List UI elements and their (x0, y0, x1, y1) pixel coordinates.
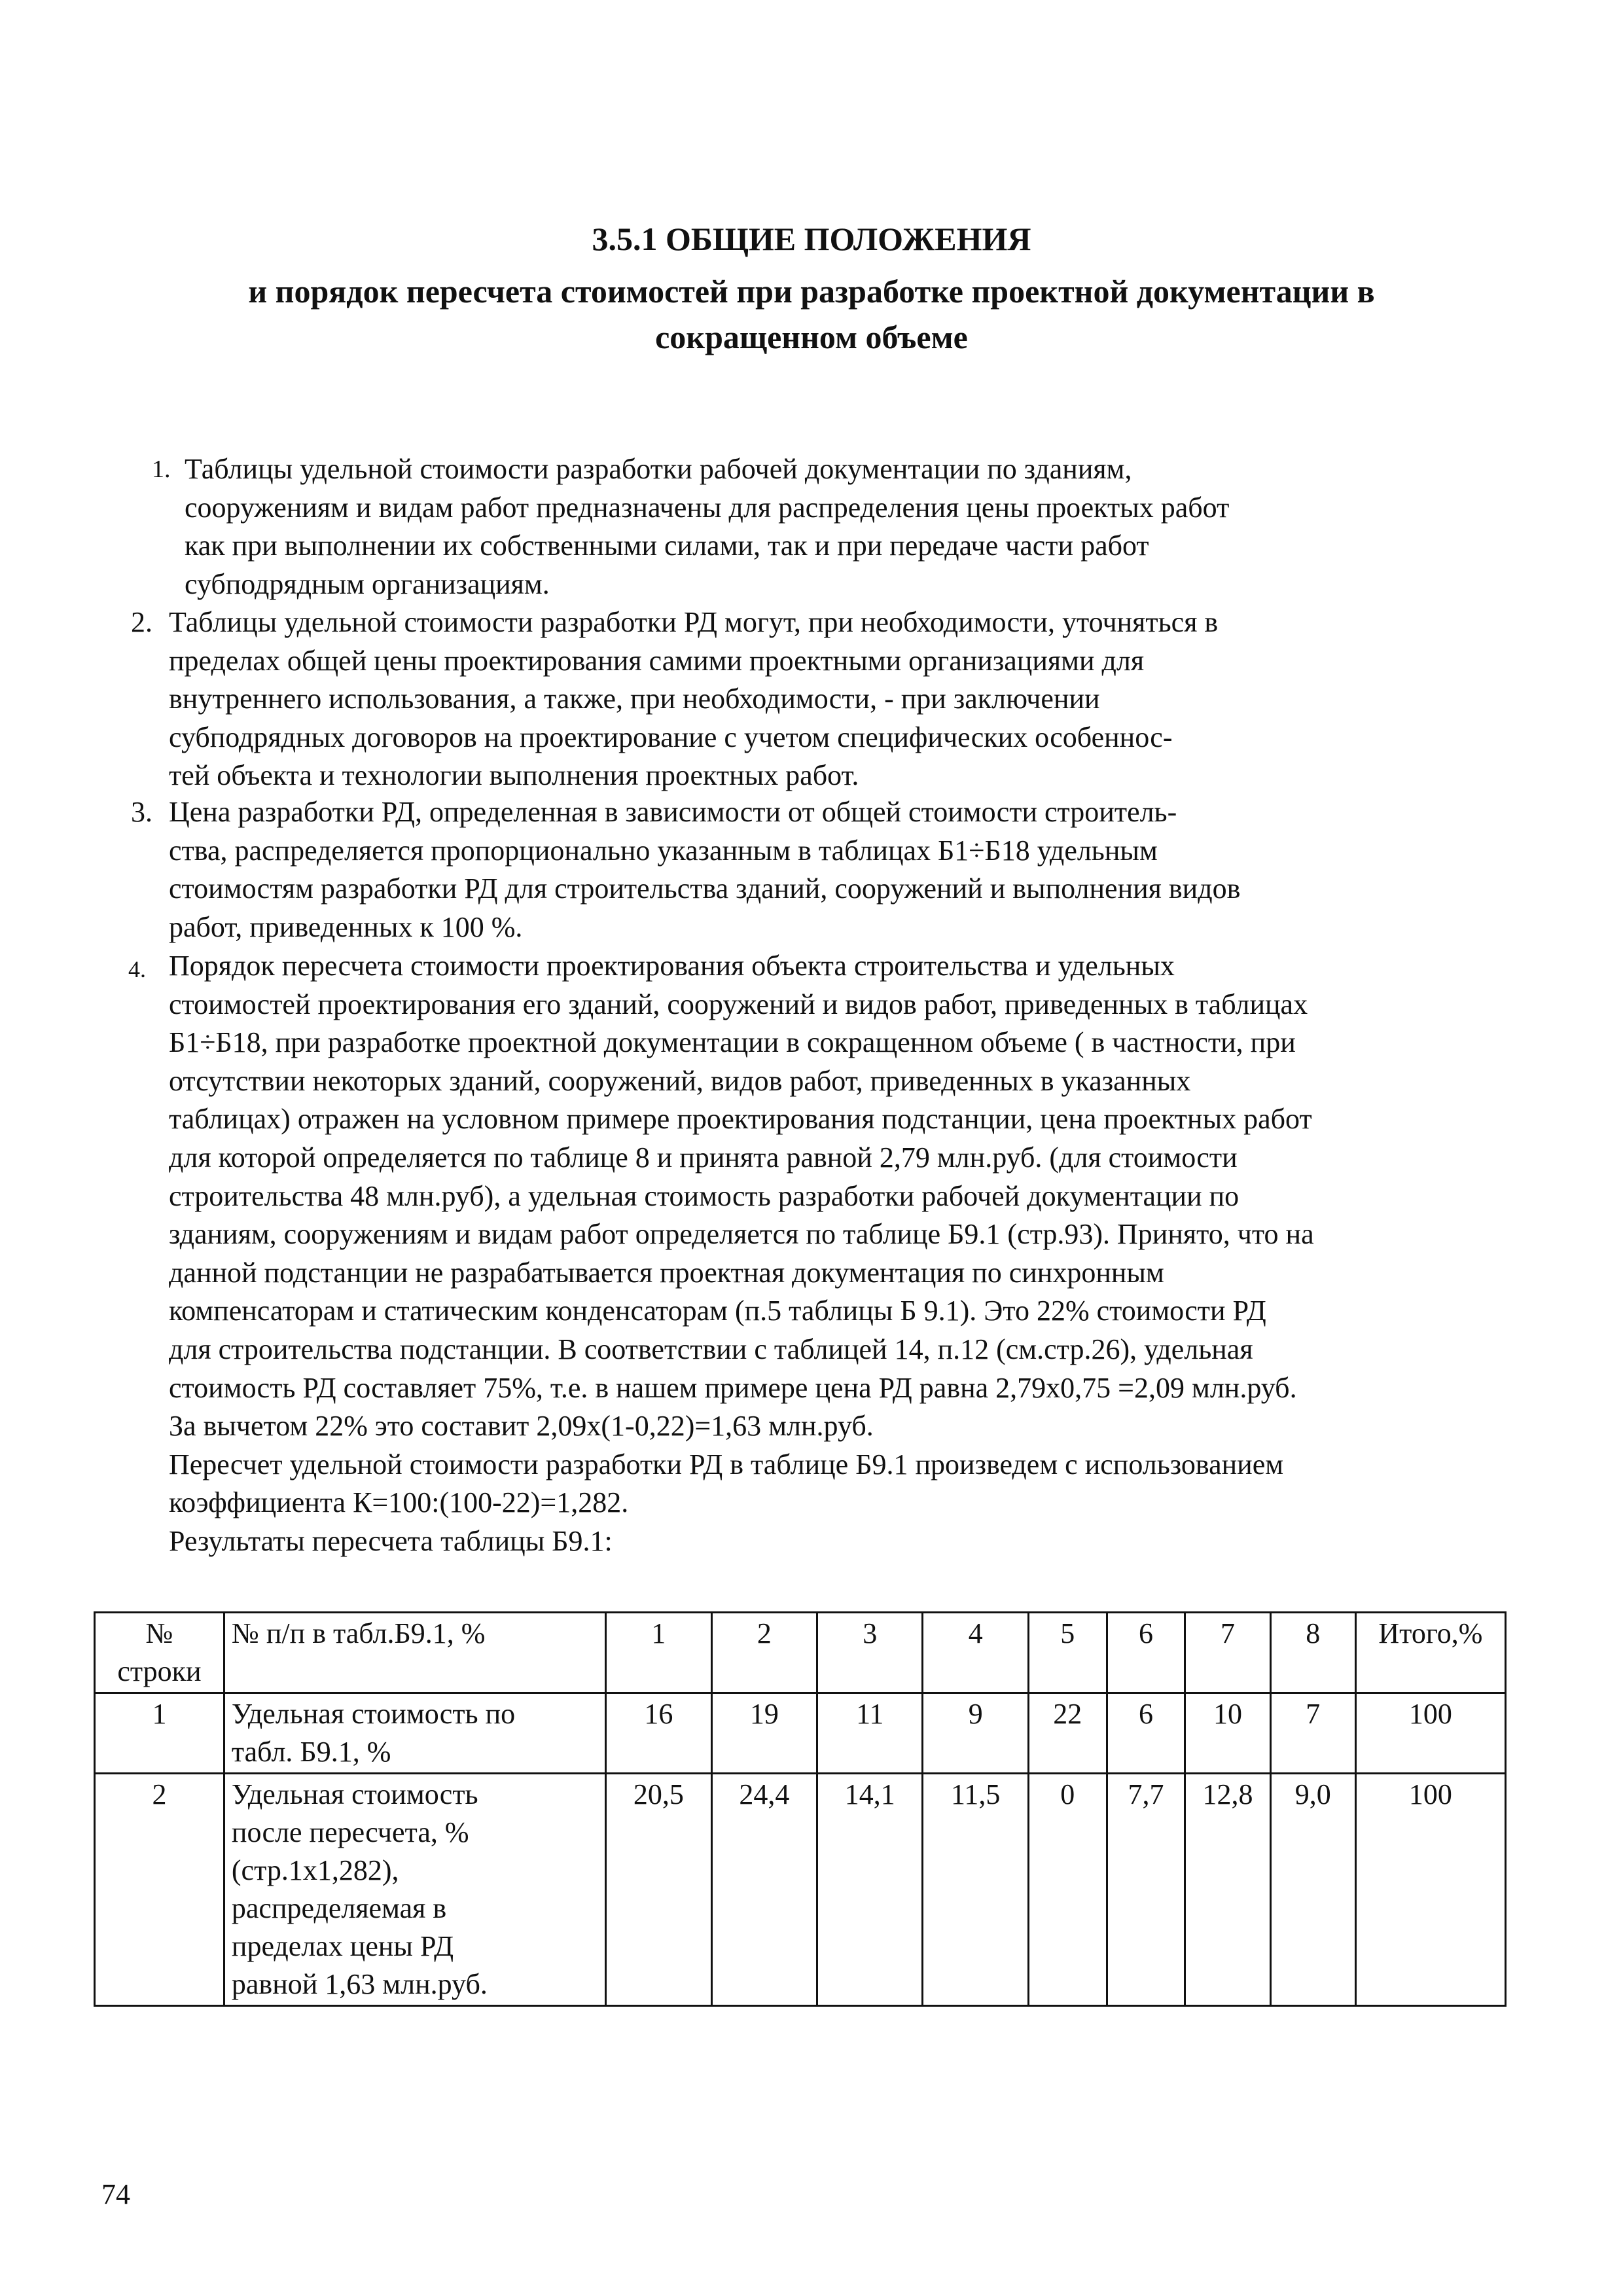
table-row (95, 1774, 1506, 2006)
table-cell: 10 (1185, 1693, 1270, 1774)
table-cell: 7 (1270, 1693, 1355, 1774)
table-cell: 22 (1028, 1693, 1107, 1774)
table-cell: 11,5 (923, 1774, 1028, 2006)
table-header-cell: 3 (817, 1613, 923, 1693)
table-header-cell: 6 (1107, 1613, 1185, 1693)
table-header-cell: Итого,% (1355, 1613, 1505, 1693)
table-row (95, 1693, 1506, 1774)
table-cell: Удельная стоимость после пересчета, % (стр.1х1,282), распределяемая в пределах цены РД равной 1,63 млн.руб. (224, 1774, 605, 2006)
section-subtitle-line-2: сокращенном объеме (655, 319, 968, 355)
table-header-row (95, 1613, 1506, 1693)
item-1-text: Таблицы удельной стоимости разработки рабочей документации по зданиям, сооружениям и видам работ предназначены для распределения цены проектых работ как при выполнении их собственными силами, так и при передаче части работ субподрядным организациям. (185, 453, 1230, 600)
item-2-number: 2. (131, 606, 152, 638)
table-cell: 2 (95, 1774, 224, 2006)
table-cell: 11 (817, 1693, 923, 1774)
item-4-number: 4. (128, 956, 146, 982)
table-cell: 100 (1355, 1693, 1505, 1774)
table-cell: 16 (606, 1693, 711, 1774)
table-header-cell: 1 (606, 1613, 711, 1693)
item-3-text: Цена разработки РД, определенная в зависимости от общей стоимости строитель- ства, распределяется пропорционально указанным в таблицах Б1÷Б18 удельным стоимостям разработки РД для строительства зданий, сооружений и выполнения видов работ, приведенных к 100 %. (169, 796, 1241, 943)
table-header-cell: 7 (1185, 1613, 1270, 1693)
table-cell: 9,0 (1270, 1774, 1355, 2006)
item-1-number: 1. (152, 456, 171, 483)
table-header-cell: 5 (1028, 1613, 1107, 1693)
table-cell: Удельная стоимость по табл. Б9.1, % (224, 1693, 605, 1774)
table-cell: 12,8 (1185, 1774, 1270, 2006)
recalculation-table (94, 1611, 1507, 2007)
table-cell: 7,7 (1107, 1774, 1185, 2006)
item-4-text: Порядок пересчета стоимости проектирования объекта строительства и удельных стоимостей проектирования его зданий, сооружений и видов работ, приведенных в таблицах Б1÷Б18, при разработке проектной документации в сокращенном объеме ( в частности, при отсутствии некоторых зданий, сооружений, видов работ, приведенных в указанных таблицах) отражен на условном примере проектирования подстанции, цена проектных работ для которой определяется по таблице 8 и принята равной 2,79 млн.руб. (для стоимости строительства 48 млн.руб), а удельная стоимость разработки рабочей документации по зданиям, сооружениям и видам работ определяется по таблице Б9.1 (стр.93). Принято, что на данной подстанции не разрабатывается проектная документация по синхронным компенсаторам и статическим конденсаторам (п.5 таблицы Б 9.1). Это 22% стоимости РД для строительства подстанции. В соответствии с таблицей 14, п.12 (см.стр.26), удельная стоимость РД составляет 75%, т.е. в нашем примере цена РД равна 2,79х0,75 =2,09 млн.руб. За вычетом 22% это составит 2,09х(1-0,22)=1,63 млн.руб. Пересчет удельной стоимости разработки РД в таблице Б9.1 произведем с использованием коэффициента К=100:(100-22)=1,282. Результаты пересчета таблицы Б9.1: (169, 950, 1314, 1557)
table-cell: 1 (95, 1693, 224, 1774)
section-subtitle-line-1: и порядок пересчета стоимостей при разработке проектной документации в (248, 273, 1375, 310)
table-cell: 9 (923, 1693, 1028, 1774)
table-header-cell: 8 (1270, 1613, 1355, 1693)
table-cell: 24,4 (711, 1774, 817, 2006)
table-cell: 20,5 (606, 1774, 711, 2006)
table-cell: 6 (1107, 1693, 1185, 1774)
table-header-cell: № строки (95, 1613, 224, 1693)
table-cell: 19 (711, 1693, 817, 1774)
table-cell: 0 (1028, 1774, 1107, 2006)
table-cell: 14,1 (817, 1774, 923, 2006)
item-3-number: 3. (131, 796, 152, 828)
table-cell: 100 (1355, 1774, 1505, 2006)
table-header-cell: 4 (923, 1613, 1028, 1693)
table-header-cell: № п/п в табл.Б9.1, % (224, 1613, 605, 1693)
section-title: 3.5.1 ОБЩИЕ ПОЛОЖЕНИЯ (592, 221, 1031, 257)
page-number: 74 (101, 2178, 130, 2210)
item-2-text: Таблицы удельной стоимости разработки РД могут, при необходимости, уточняться в пределах общей цены проектирования самими проектными организациями для внутреннего использования, а также, при необходимости, - при заключении субподрядных договоров на проектирование с учетом специфических особеннос- тей объекта и технологии выполнения проектных работ. (169, 606, 1219, 792)
table-header-cell: 2 (711, 1613, 817, 1693)
